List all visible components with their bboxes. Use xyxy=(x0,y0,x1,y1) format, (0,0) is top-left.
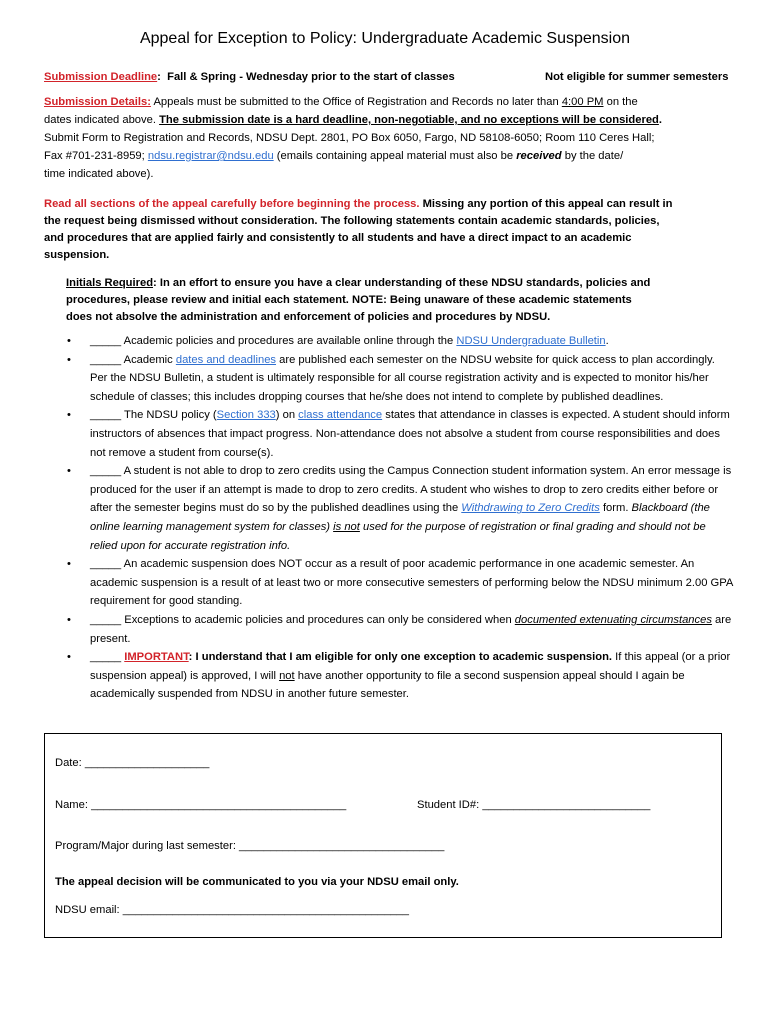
name-label: Name: xyxy=(55,799,88,811)
dates-deadlines-link[interactable]: dates and deadlines xyxy=(175,353,277,366)
warning-line-3: and procedures that are applied fairly and consistently to all students and have a direct impact to an academic xyxy=(44,232,632,244)
statement-text: Academic policies and procedures are available online through the xyxy=(123,335,454,347)
important-label: IMPORTANT xyxy=(124,651,189,664)
student-id-row xyxy=(417,799,650,811)
list-item xyxy=(62,555,734,611)
details-line-3: Submit Form to Registration and Records, NDSU Dept. 2801, PO Box 6050, Fargo, ND 58108-6050; Room 110 Ceres Hall; xyxy=(44,132,655,144)
list-item xyxy=(62,351,734,407)
warning-line-1 xyxy=(44,195,673,214)
program-label: Program/Major during last semester: xyxy=(55,840,236,852)
date-row xyxy=(55,757,209,769)
statement-text: are present. xyxy=(90,613,732,645)
registrar-email-link[interactable]: ndsu.registrar@ndsu.edu xyxy=(147,150,274,162)
statement-text: have another opportunity to file a second suspension appeal should I again be academically suspended from NDSU in another future semester. xyxy=(90,669,685,701)
list-item xyxy=(62,462,734,555)
deadline-line xyxy=(44,68,455,87)
initials-line-2: procedures, please review and initial each statement. NOTE: Being unaware of these academic statements xyxy=(66,294,632,306)
details-time: 4:00 PM xyxy=(561,96,604,108)
statement-text: states that attendance in classes is expected. A student should inform instructors of absences that impact progress. Non-attendance does not absolve a student from course responsibilities and does not remove a student from course(s). xyxy=(90,409,730,459)
warning-red-text: Read all sections of the appeal carefully before beginning the process. xyxy=(44,198,420,210)
warning-text-1: Missing any portion of this appeal can result in xyxy=(422,198,673,210)
bullet-dot: • xyxy=(67,335,71,347)
statement-text: The NDSU policy ( xyxy=(124,409,217,422)
student-info-form xyxy=(44,733,722,938)
initial-blank[interactable]: _____ xyxy=(90,465,122,478)
list-item xyxy=(62,648,734,704)
initials-line-3: does not absolve the administration and enforcement of policies and procedures by NDSU. xyxy=(66,311,551,323)
initial-blank[interactable]: _____ xyxy=(90,651,122,664)
student-id-field[interactable]: ___________________________ xyxy=(482,799,651,811)
details-text-6: by the date/ xyxy=(564,150,624,162)
bullet-dot: • xyxy=(67,353,71,366)
date-label: Date: xyxy=(55,757,82,769)
warning-line-2: the request being dismissed without consideration. The following statements contain academic standards, policies, xyxy=(44,215,660,227)
warning-line-4: suspension. xyxy=(44,249,110,261)
hard-deadline-text: The submission date is a hard deadline, non-negotiable, and no exceptions will be considered xyxy=(159,114,659,126)
bullet-dot: • xyxy=(67,651,71,664)
statement-text: not xyxy=(279,669,295,682)
statement-text: I understand that I am eligible for only one exception to academic suspension. xyxy=(195,651,613,664)
initial-blank[interactable]: _____ xyxy=(90,335,122,347)
email-label: NDSU email: xyxy=(55,904,120,916)
undergraduate-bulletin-link[interactable]: NDSU Undergraduate Bulletin xyxy=(456,335,606,347)
deadline-note: Not eligible for summer semesters xyxy=(545,71,729,83)
details-text-1: Appeals must be submitted to the Office of Registration and Records no later than xyxy=(153,96,559,108)
statement-text: ) on xyxy=(275,409,296,422)
statement-end: . xyxy=(605,335,609,347)
statement-text: Blackboard (the online learning management system for classes) xyxy=(90,502,710,533)
hard-deadline-period: . xyxy=(658,114,662,126)
statement-text: Exceptions to academic policies and procedures can only be considered when xyxy=(124,613,512,626)
email-row xyxy=(55,904,409,916)
received-text: received xyxy=(516,150,562,162)
details-line-1 xyxy=(44,93,638,112)
list-item xyxy=(62,406,734,462)
details-line-4 xyxy=(44,147,623,166)
deadline-colon: : xyxy=(157,71,161,83)
statement-text: Academic xyxy=(123,353,173,366)
details-text-3: dates indicated above. xyxy=(44,114,156,126)
statement-text: documented extenuating circumstances xyxy=(514,613,712,626)
details-line-2 xyxy=(44,111,662,130)
page-title: Appeal for Exception to Policy: Undergraduate Academic Suspension xyxy=(139,30,631,47)
deadline-label: Submission Deadline xyxy=(44,71,158,83)
initial-blank[interactable]: _____ xyxy=(90,353,122,366)
details-text-2: on the xyxy=(606,96,638,108)
details-text-5: (emails containing appeal material must also be xyxy=(276,150,514,162)
details-line-5: time indicated above). xyxy=(44,168,154,180)
statement-text: A student is not able to drop to zero credits using the Campus Connection student information system. An error message is produced for the user if an attempt is made to drop to zero credits. A student who wishes to drop to zero credits either before or after the semester begins must do so by the published deadlines using the xyxy=(90,465,732,515)
section-333-link[interactable]: Section 333 xyxy=(216,409,276,422)
email-field[interactable]: ______________________________________________ xyxy=(122,904,409,916)
program-field[interactable]: _________________________________ xyxy=(239,840,445,852)
decision-notice: The appeal decision will be communicated to you via your NDSU email only. xyxy=(55,876,459,888)
name-row xyxy=(55,799,346,811)
initial-blank[interactable]: _____ xyxy=(90,409,122,422)
bullet-dot: • xyxy=(67,613,71,626)
bullet-dot: • xyxy=(67,558,71,571)
initial-blank[interactable]: _____ xyxy=(90,613,122,626)
student-id-label: Student ID#: xyxy=(417,799,480,811)
details-label: Submission Details: xyxy=(44,96,151,108)
statement-text: If this appeal (or a prior suspension appeal) is approved, I will xyxy=(90,651,731,682)
withdrawing-zero-credits-link[interactable]: Withdrawing to Zero Credits xyxy=(461,502,600,515)
initial-blank[interactable]: _____ xyxy=(90,558,122,571)
statement-text: form. xyxy=(602,502,629,515)
list-item xyxy=(62,332,734,351)
policy-statement-list xyxy=(62,332,734,704)
deadline-text: Fall & Spring - Wednesday prior to the start of classes xyxy=(167,71,455,83)
initials-label: Initials Required xyxy=(66,277,154,289)
bullet-dot: • xyxy=(67,465,71,478)
initials-text-1: : In an effort to ensure you have a clear understanding of these NDSU standards, policies and xyxy=(153,277,651,289)
class-attendance-link[interactable]: class attendance xyxy=(298,409,383,422)
initials-line-1 xyxy=(66,274,650,293)
name-field[interactable]: _________________________________________ xyxy=(91,799,347,811)
statement-text: are published each semester on the NDSU website for quick access to plan accordingly. Per the NDSU Bulletin, a student is ultimately responsible for all course registration activity and is expected to monitor his/her schedule of classes; this includes dropping courses that he/she does not intend to complete by published deadlines. xyxy=(90,353,715,403)
statement-text: used for the purpose of registration or final grading and should not be relied upon for accurate registration info. xyxy=(90,520,706,552)
date-field[interactable]: ____________________ xyxy=(84,757,210,769)
statement-text: is not xyxy=(333,520,360,533)
statement-text: An academic suspension does NOT occur as a result of poor academic performance in one academic semester. An academic suspension is a result of at least two or more consecutive semesters of performing below the NDSU minimum 2.00 GPA requirement for good standing. xyxy=(90,558,733,608)
statement-text: : xyxy=(188,651,193,664)
list-item xyxy=(62,611,734,648)
fax-number: Fax #701-231-8959; xyxy=(44,150,145,162)
program-row xyxy=(55,840,444,852)
bullet-dot: • xyxy=(67,409,71,422)
